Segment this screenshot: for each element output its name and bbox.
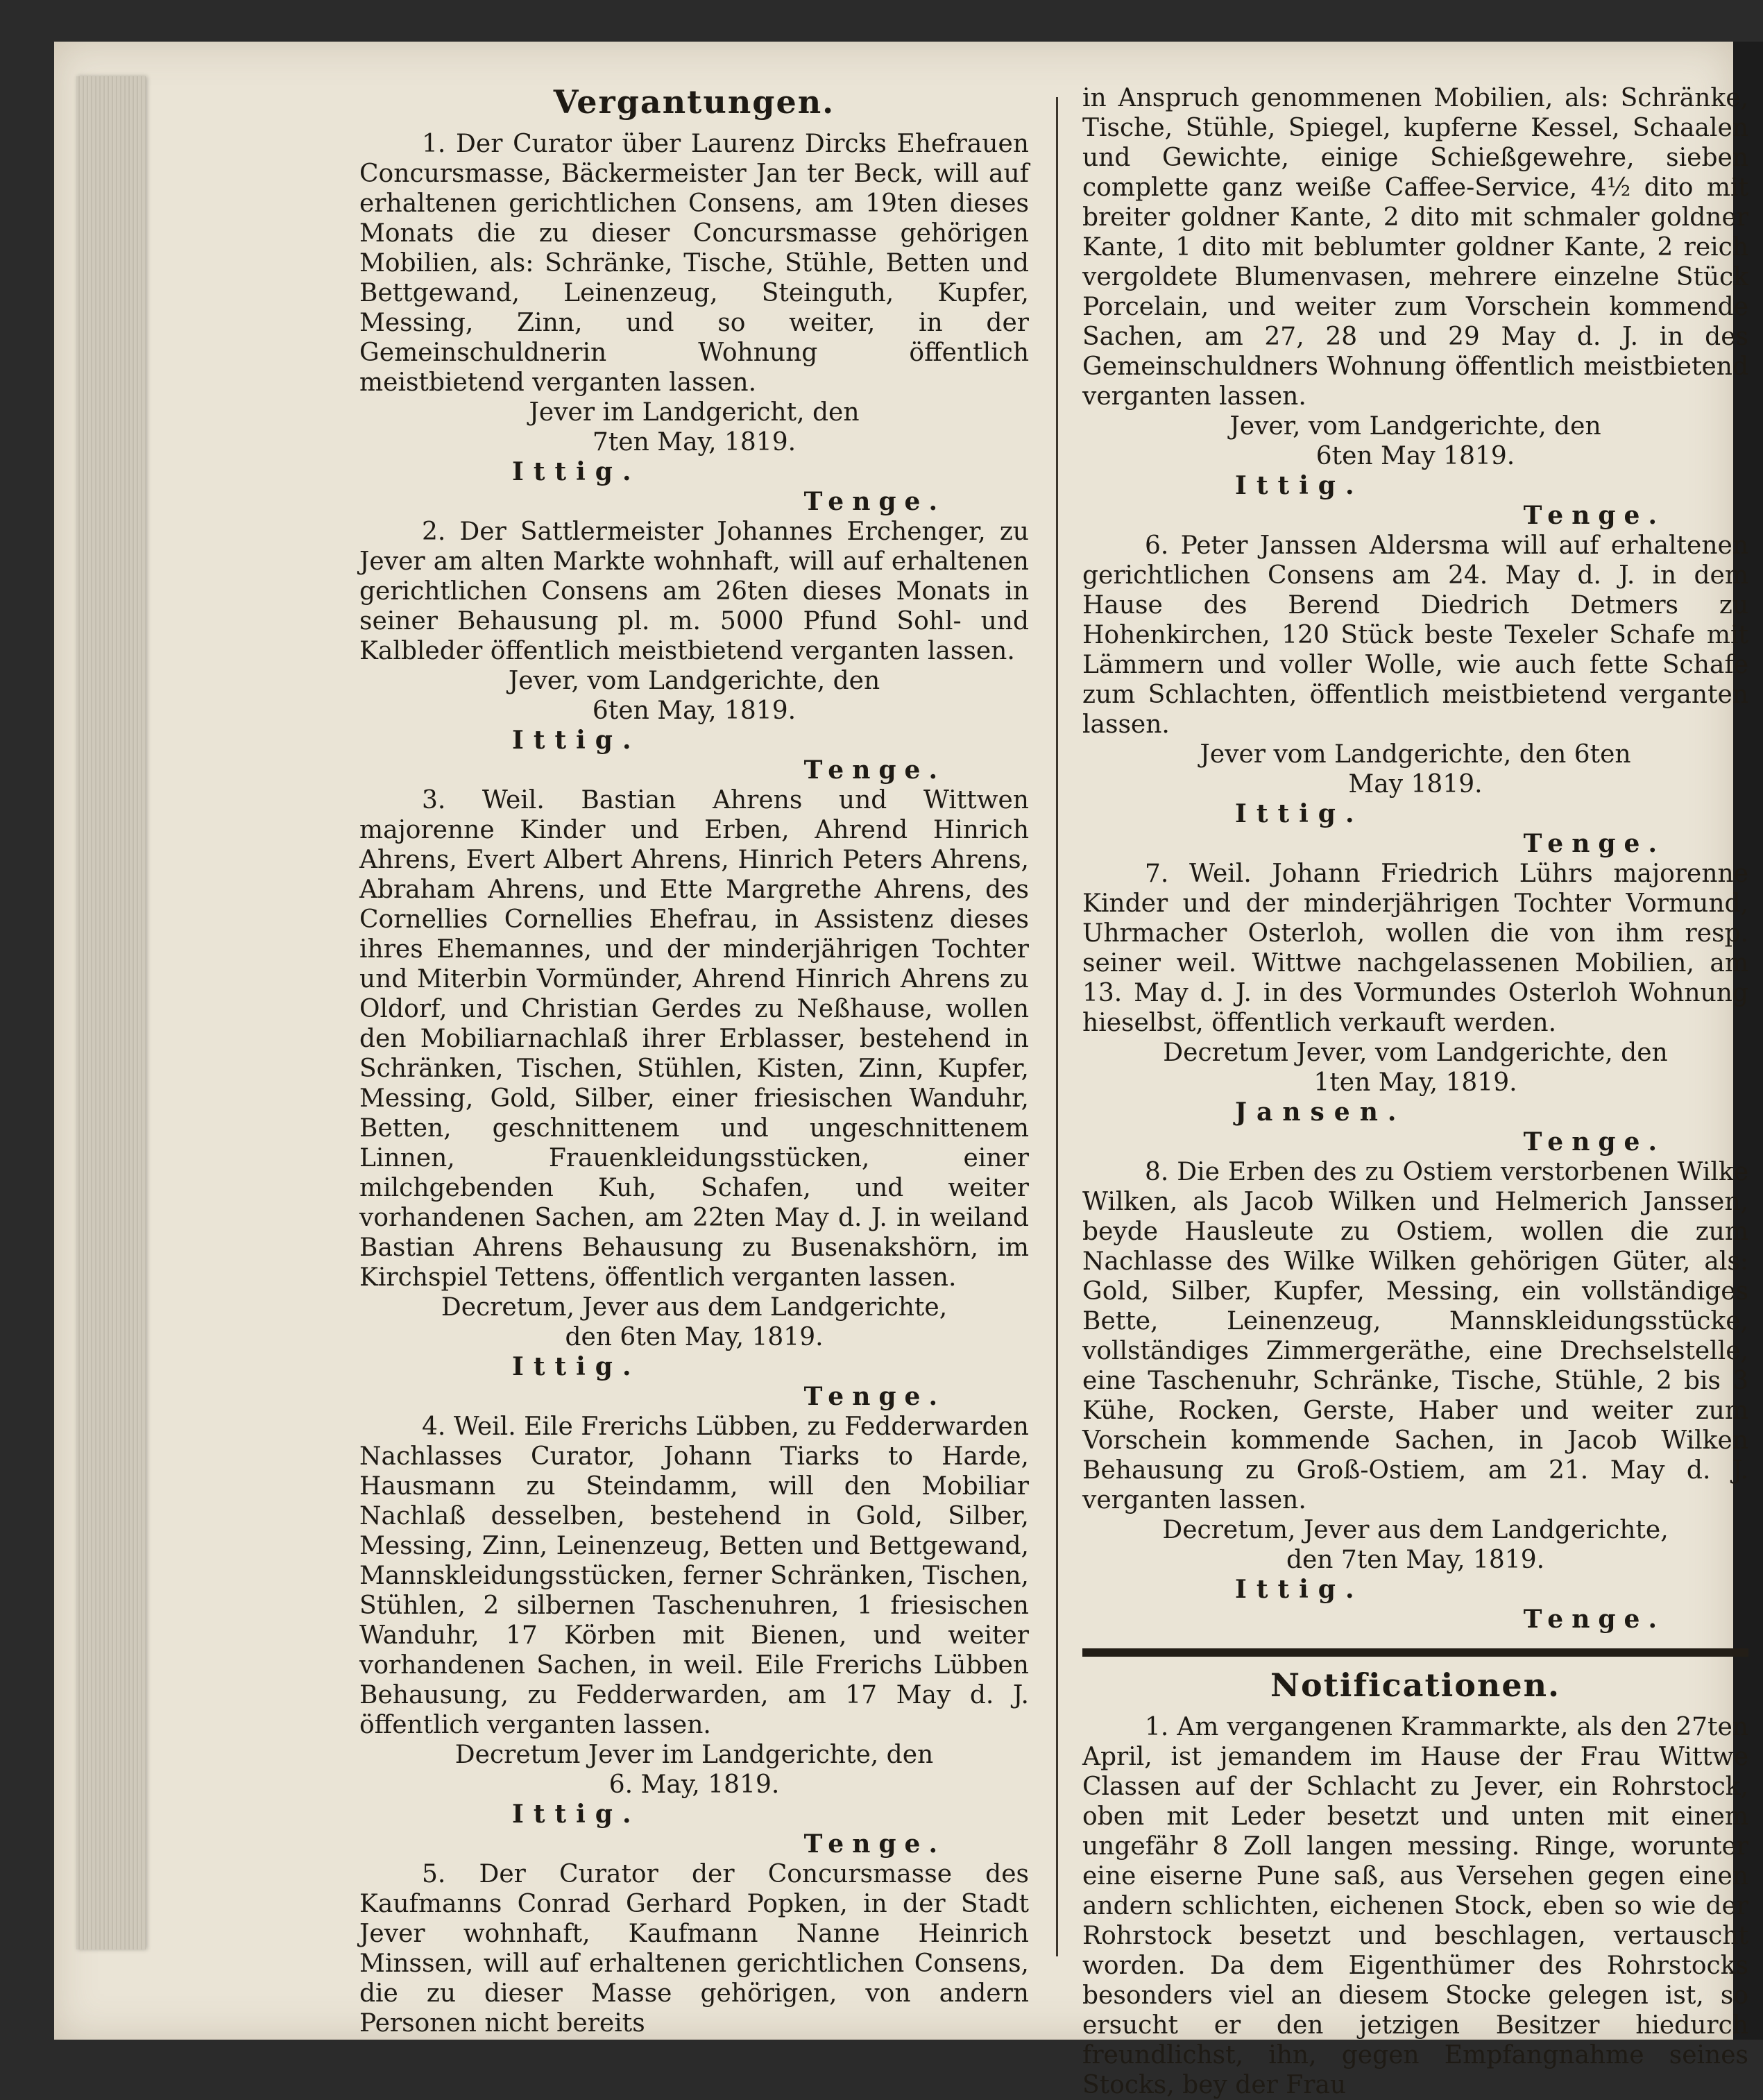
notice-7-signature-1: Jansen.	[1235, 1098, 1406, 1127]
notice-1-signature-2: Tenge.	[803, 487, 946, 516]
notice-6-date: May 1819.	[1348, 770, 1483, 799]
notice-1-date: 7ten May, 1819.	[592, 428, 797, 456]
notice-1-signature-1: Ittig.	[512, 457, 641, 486]
notice-8-signature-1: Ittig.	[1235, 1575, 1364, 1604]
notice-4-place: Decretum Jever im Landgerichte, den	[454, 1741, 934, 1769]
page-edges	[76, 76, 146, 1949]
notice-4-text: 4. Weil. Eile Frerichs Lübben, zu Fedderwarden Nachlasses Curator, Johann Tiarks to Harde, Hausmann zu Steindamm, will den Mobiliar Nachlaß desselben, bestehend in Gold, Silber, Messing, Zinn, Leinenzeug, Betten und Bettgewand, Mannskleidungsstücken, ferner Schränken, Tischen, Stühlen, 2 silbernen Taschenuhren, 1 friesischen Wanduhr, 17 Körben mit Bienen, und weiter vorhandenen Sachen, in weil. Eile Frerichs Lübben Behausung, zu Fedderwarden, am 17 May d. J. öffentlich verganten lassen.	[359, 1412, 1029, 1739]
section-separator	[1082, 1648, 1748, 1657]
notice-5-text-start: 5. Der Curator der Concursmasse des Kaufmanns Conrad Gerhard Popken, in der Stadt Jever wohnhaft, Kaufmann Nanne Heinrich Minssen, will auf erhaltenen gerichtlichen Consens, die zu dieser Masse gehörigen, von andern Personen nicht bereits	[359, 1860, 1029, 2038]
notice-6-place: Jever vom Landgerichte, den 6ten	[1200, 740, 1631, 769]
notice-1-text: 1. Der Curator über Laurenz Dircks Ehefrauen Concursmasse, Bäckermeister Jan ter Beck, will auf erhaltenen gerichtlichen Consens, am 19ten dieses Monats die zu dieser Concursmasse gehörigen Mobilien, als: Schränke, Tische, Stühle, Betten und Bettgewand, Leinenzeug, Steinguth, Kupfer, Messing, Zinn, und so weiter, in der Gemeinschuldnerin Wohnung öffentlich meistbietend verganten lassen.	[359, 130, 1029, 397]
section-heading-notificationen: Notificationen.	[1270, 1666, 1561, 1704]
notice-3-place: Decretum, Jever aus dem Landgerichte,	[441, 1293, 948, 1322]
column-divider	[1056, 97, 1058, 1956]
notice-1-place: Jever im Landgericht, den	[529, 398, 860, 427]
notice-6-signature-2: Tenge.	[1523, 829, 1665, 858]
notice-7-text: 7. Weil. Johann Friedrich Lührs majorenne Kinder und der minderjährigen Tochter Vormund, Uhrmacher Osterloh, wollen die von ihm resp. seiner weil. Wittwe nachgelassenen Mobilien, am 13. May d. J. in des Vormundes Osterloh Wohnung hieselbst, öffentlich verkauft werden.	[1082, 860, 1748, 1037]
notice-8-text: 8. Die Erben des zu Ostiem verstorbenen Wilke Wilken, als Jacob Wilken und Helmerich Janssen, beyde Hausleute zu Ostiem, wollen die zum Nachlasse des Wilke Wilken gehörigen Güter, als: Gold, Silber, Kupfer, Messing, ein vollständiges Bette, Leinenzeug, Mannskleidungsstücke, vollständiges Zimmergeräthe, eine Drechselstelle, eine Taschenuhr, Schränke, Tische, Stühle, 2 bis 3 Kühe, Rocken, Gerste, Haber und weiter zum Vorschein kommende Sachen, in Jacob Wilken Behausung zu Groß-Ostiem, am 21. May d. J. verganten lassen.	[1082, 1158, 1748, 1514]
notice-2-date: 6ten May, 1819.	[592, 697, 797, 725]
notice-3-signature-1: Ittig.	[512, 1352, 641, 1381]
left-column	[359, 83, 1029, 2038]
notice-2-signature-1: Ittig.	[512, 726, 641, 755]
notification-1-text: 1. Am vergangenen Krammarkte, als den 27ten April, ist jemandem im Hause der Frau Wittwe Classen auf der Schlacht zu Jever, ein Rohrstock, oben mit Leder besetzt und unten mit einem ungefähr 8 Zoll langen messing. Ringe, worunter eine eiserne Pune saß, aus Versehen gegen einen andern schlichten, eichenen Stock, eben so wie der Rohrstock besetzt und beschlagen, vertauscht worden. Da dem Eigenthümer des Rohrstocks besonders viel an diesem Stocke gelegen ist, so ersucht er den jetzigen Besitzer hiedurch freundlichst, ihn, gegen Empfangnahme seines Stocks, bey der Frau	[1082, 1713, 1748, 2099]
notice-5-date: 6ten May 1819.	[1315, 442, 1515, 470]
notice-5-place: Jever, vom Landgerichte, den	[1229, 412, 1601, 441]
notice-5-signature-2: Tenge.	[1523, 501, 1665, 530]
notice-3-date: den 6ten May, 1819.	[565, 1323, 824, 1351]
notice-6-signature-1: Ittig.	[1235, 799, 1364, 828]
notice-8-signature-2: Tenge.	[1523, 1605, 1665, 1634]
notice-5-text-continued: in Anspruch genommenen Mobilien, als: Schränke, Tische, Stühle, Spiegel, kupferne Kessel, Schaalen und Gewichte, einige Schießgewehre, sieben complette ganz weiße Caffee-Service, 4½ dito mit breiter goldner Kante, 2 dito mit schmaler goldner Kante, 1 dito mit beblumter goldner Kante, 2 reich vergoldete Blumenvasen, mehrere einzelne Stück Porcelain, und weiter zum Vorschein kommende Sachen, am 27, 28 und 29 May d. J. in des Gemeinschuldners Wohnung öffentlich meistbietend verganten lassen.	[1082, 84, 1748, 411]
notice-7-place: Decretum Jever, vom Landgerichte, den	[1163, 1039, 1668, 1067]
notice-3-text: 3. Weil. Bastian Ahrens und Wittwen majorenne Kinder und Erben, Ahrend Hinrich Ahrens, Evert Albert Ahrens, Hinrich Peters Ahrens, Abraham Ahrens, und Ette Margrethe Ahrens, des Cornellies Cornellies Ehefrau, in Assistenz dieses ihres Ehemannes, und der minderjährigen Tochter und Miterbin Vormünder, Ahrend Hinrich Ahrens zu Oldorf, und Christian Gerdes zu Neßhause, wollen den Mobiliarnachlaß ihrer Erblasser, bestehend in Schränken, Tischen, Stühlen, Kisten, Zinn, Kupfer, Messing, Gold, Silber, einer friesischen Wanduhr, Betten, geschnittenem und ungeschnittenem Linnen, Frauenkleidungsstücken, einer milchgebenden Kuh, Schafen, und weiter vorhandenen Sachen, am 22ten May d. J. in weiland Bastian Ahrens Behausung zu Busenakshörn, im Kirchspiel Tettens, öffentlich verganten lassen.	[359, 786, 1029, 1292]
notice-8-place: Decretum, Jever aus dem Landgerichte,	[1162, 1516, 1669, 1544]
notice-2-text: 2. Der Sattlermeister Johannes Erchenger, zu Jever am alten Markte wohnhaft, will auf erhaltenen gerichtlichen Consens am 26ten dieses Monats in seiner Behausung pl. m. 5000 Pfund Sohl- und Kalbleder öffentlich meistbietend verganten lassen.	[359, 518, 1029, 665]
notice-3-signature-2: Tenge.	[803, 1382, 946, 1411]
notice-6-text: 6. Peter Janssen Aldersma will auf erhaltenen gerichtlichen Consens am 24. May d. J. in dem Hause des Berend Diedrich Detmers zu Hohenkirchen, 120 Stück beste Texeler Schafe mit Lämmern und voller Wolle, wie auch fette Schafe zum Schlachten, öffentlich meistbietend verganten lassen.	[1082, 531, 1748, 739]
right-column	[1082, 83, 1748, 2100]
notice-7-date: 1ten May, 1819.	[1313, 1068, 1517, 1097]
notice-4-date: 6. May, 1819.	[608, 1770, 780, 1799]
notice-7-signature-2: Tenge.	[1523, 1127, 1665, 1156]
notice-4-signature-2: Tenge.	[803, 1829, 946, 1859]
notice-2-signature-2: Tenge.	[803, 756, 946, 785]
notice-4-signature-1: Ittig.	[512, 1800, 641, 1829]
notice-2-place: Jever, vom Landgerichte, den	[508, 667, 880, 695]
notice-5-signature-1: Ittig.	[1235, 471, 1364, 500]
notice-8-date: den 7ten May, 1819.	[1286, 1546, 1545, 1574]
section-heading-vergantungen: Vergantungen.	[553, 83, 835, 121]
